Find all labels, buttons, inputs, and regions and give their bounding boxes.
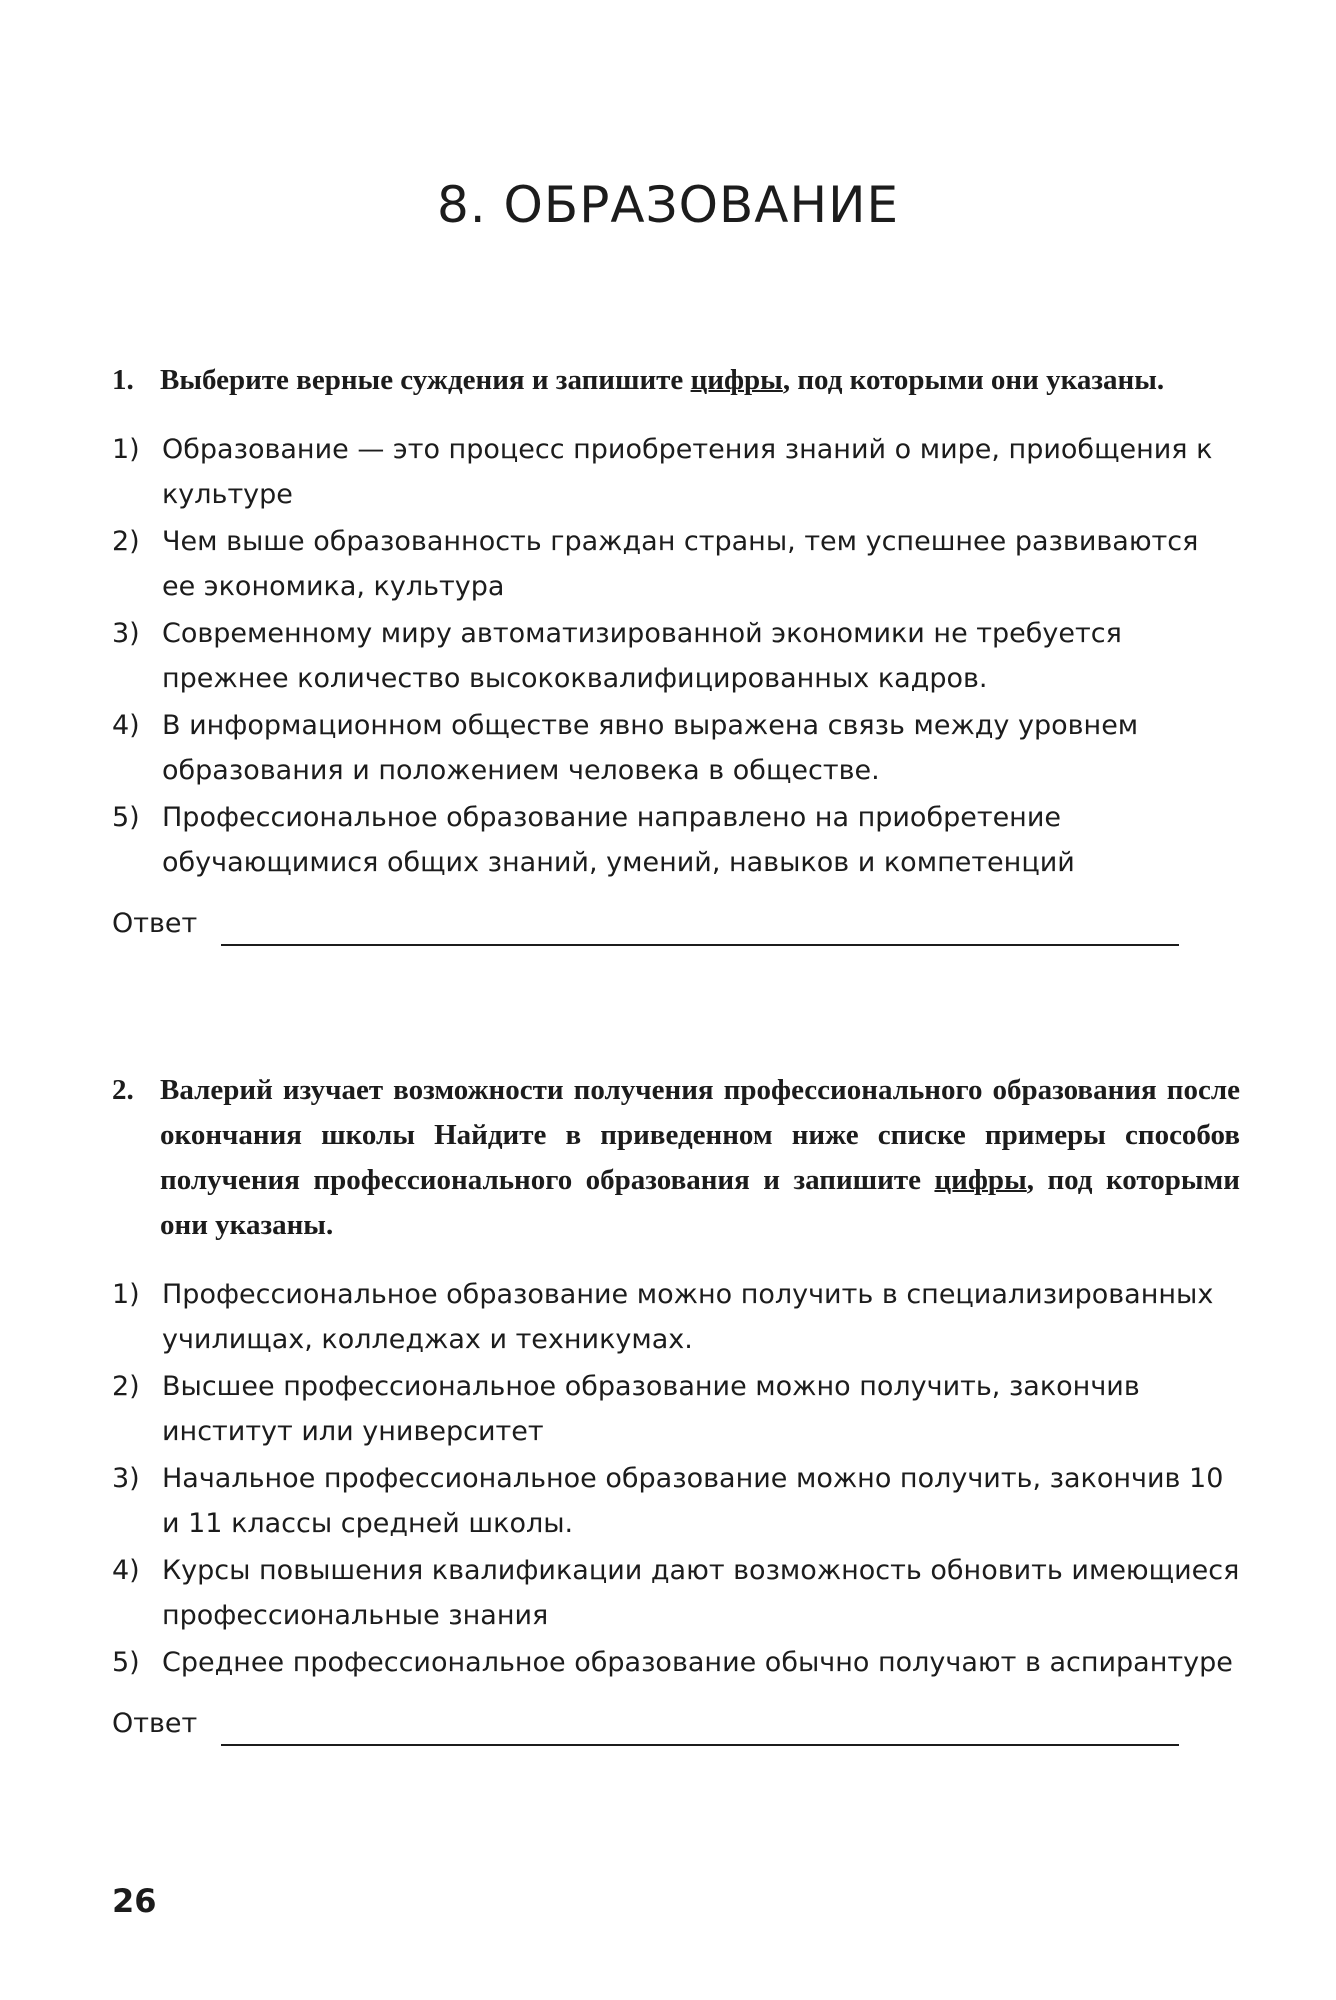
statement-text: Курсы повышения квалификации дают возможность обновить имеющиеся профессиональные знания: [162, 1555, 1240, 1631]
answer-label: Ответ: [112, 1708, 198, 1739]
statement-number: 1): [112, 434, 140, 465]
statement-text: Профессиональное образование направлено на приобретение обучающимися общих знаний, умений, навыков и компетенций: [162, 802, 1075, 878]
statement-number: 1): [112, 1279, 140, 1310]
statement-list: [112, 427, 1240, 885]
statement-number: 5): [112, 802, 140, 833]
page-number: 26: [112, 1882, 157, 1920]
prompt-text: Выберите верные суждения и запишите: [160, 364, 691, 396]
statement-number: 4): [112, 1555, 140, 1586]
statement-number: 3): [112, 618, 140, 649]
statement-item: [112, 519, 1240, 609]
statement-item: [112, 1640, 1240, 1685]
answer-label: Ответ: [112, 908, 198, 939]
statement-number: 3): [112, 1463, 140, 1494]
prompt-underlined: цифры: [690, 364, 783, 396]
prompt-text: Валерий изучает возможности получения профессионального образования после окончания школы Найдите в приведенном ниже списке примеры способов получения профессионального образования и запишите: [160, 1074, 1240, 1196]
statement-text: В информационном обществе явно выражена связь между уровнем образования и положением человека в обществе.: [162, 710, 1139, 786]
statement-item: [112, 1456, 1240, 1546]
statement-text: Чем выше образованность граждан страны, тем успешнее развиваются ее экономика, культура: [162, 526, 1199, 602]
statement-item: [112, 1548, 1240, 1638]
statement-list: [112, 1272, 1240, 1685]
statement-item: [112, 703, 1240, 793]
answer-row: [112, 901, 1240, 946]
statement-text: Образование — это процесс приобретения знаний о мире, приобщения к культуре: [162, 434, 1213, 510]
statement-number: 4): [112, 710, 140, 741]
statement-text: Среднее профессиональное образование обычно получают в аспирантуре: [162, 1647, 1233, 1678]
prompt-text-end: , под которыми они указаны.: [782, 364, 1165, 396]
task-prompt: [112, 358, 1240, 403]
answer-line[interactable]: [221, 1710, 1179, 1746]
prompt-text-end: , под которыми они указаны.: [160, 1164, 1240, 1241]
answer-row: [112, 1701, 1240, 1746]
statement-item: [112, 611, 1240, 701]
answer-line[interactable]: [221, 910, 1179, 946]
statement-item: [112, 1364, 1240, 1454]
task-prompt: [112, 1068, 1240, 1248]
statement-text: Начальное профессиональное образование можно получить, закончив 10 и 11 классы средней школы.: [162, 1463, 1224, 1539]
task-number: 2.: [112, 1074, 134, 1106]
task-2: [112, 1068, 1240, 1746]
statement-item: [112, 795, 1240, 885]
statement-text: Высшее профессиональное образование можно получить, закончив институт или университет: [162, 1371, 1140, 1447]
statement-number: 2): [112, 1371, 140, 1402]
statement-number: 2): [112, 526, 140, 557]
statement-item: [112, 427, 1240, 517]
task-1: [112, 358, 1240, 946]
task-number: 1.: [112, 364, 134, 396]
page-title: 8. ОБРАЗОВАНИЕ: [436, 176, 900, 234]
statement-number: 5): [112, 1647, 140, 1678]
statement-text: Современному миру автоматизированной экономики не требуется прежнее количество высококвалифицированных кадров.: [162, 618, 1122, 694]
statement-item: [112, 1272, 1240, 1362]
prompt-underlined: цифры: [934, 1164, 1027, 1196]
statement-text: Профессиональное образование можно получить в специализированных училищах, колледжах и техникумах.: [162, 1279, 1214, 1355]
